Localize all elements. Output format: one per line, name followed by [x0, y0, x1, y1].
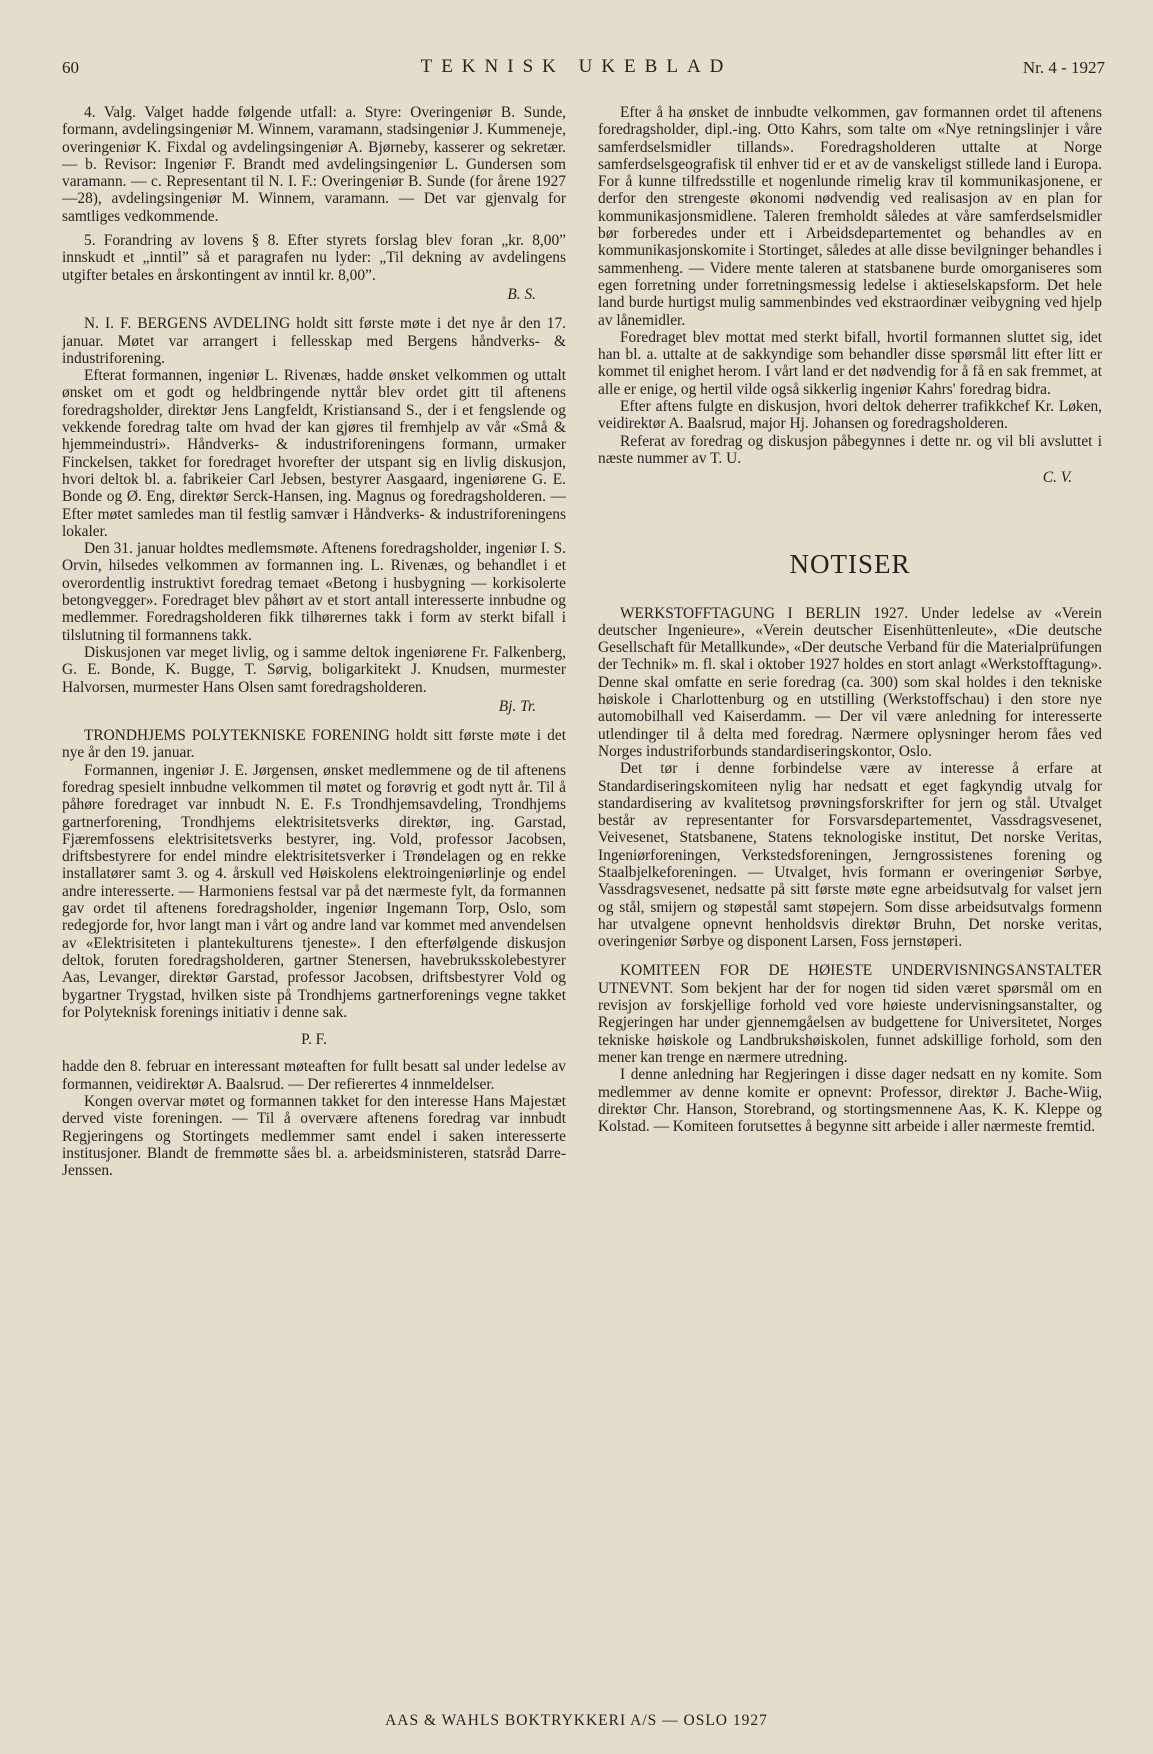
signature: B. S.	[507, 285, 536, 303]
left-column	[62, 104, 566, 1629]
paragraph: Diskusjonen var meget livlig, og i samme deltok ingeniørene Fr. Falkenberg, G. E. Bonde, K. Bugge, T. Sørvig, boligarkitekt J. Knudsen, murmester Halvorsen, murmester Hans Olsen samt foredragsholderen.	[62, 643, 566, 696]
issue-number: Nr. 4 - 1927	[1022, 58, 1105, 77]
paragraph: Efter å ha ønsket de innbudte velkommen, gav formannen ordet til aftenens foredragsholder, dipl.-ing. Otto Kahrs, som talte om «Nye retningslinjer i våre samferdselsmidler tillands». Foredragsholderen uttalte at Norge samferdselsgeografisk til enhver tid er et av de vanskeligst stillede land i Europa. For å kunne tilfredsstille et nogenlunde rimelig krav til kommunikasjonene, er derfor den strengeste økonomi nødvendig ved realisasjon av en plan for kommunikasjonsmidlene. Taleren fremholdt således at våre samferdselsmidler bør forberedes under ett i Arbeidsdepartementet og behandles av en kommunikasjonskomite i Stortinget, således at alle disse bevilgninger behandles i sammenheng. — Videre mente taleren at statsbanene burde omorganiseres som egen forretning under forretningsmessig ledelse i aktieselskapsform. Det hele land burde hurtigst mulig sammenbindes ved ekstraordinær veibygning ved hjelp av lånemidler.	[598, 104, 1102, 329]
paragraph: Efter aftens fulgte en diskusjon, hvori deltok deherrer trafikkchef Kr. Løken, veidirektør A. Baalsrud, major Hj. Johansen og foredragsholderen.	[598, 398, 1102, 433]
notice-item: KOMITEEN FOR DE HØIESTE UNDERVISNINGSANSTALTER UTNEVNT. Som bekjent har der for nogen tid siden været spørsmål om en revisjon av forskjellige forhold ved vore høieste undervisningsanstalter, og Regjeringen har under gjennemgåelsen av budgettene for Universitetet, Norges tekniske høiskole og Landbrukshøiskolen, funnet adskillige forhold, som den mener kan trenge en nærmere utredning.	[598, 962, 1102, 1066]
paragraph: Efterat formannen, ingeniør L. Rivenæs, hadde ønsket velkommen og uttalt ønsket om et godt og heldbringende nyttår blev ordet gitt til aftenens foredragsholder, direktør Jens Langfeldt, Kristiansand S., der i et fengslende og vekkende foredrag talte om hvad der kan gjøres til fremhjelp av vår «Små & hjemmeindustri». Håndverks- & industriforeningens formann, urmaker Finckelsen, takket for foredraget hvorefter der utspant sig en livlig diskusjon, hvori deltok bl. a. fabrikeier Carl Jebsen, bestyrer Aasgaard, ingeniørene G. E. Bonde og Ø. Eng, direktør Serck-Hansen, ing. Magnus og foredragsholderen. — Efter møtet samledes man til festlig samvær i Håndverks- & industriforeningens lokaler.	[62, 367, 566, 540]
notiser-heading: NOTISER	[789, 548, 911, 579]
right-column	[598, 104, 1102, 1629]
signature: P. F.	[301, 1031, 327, 1049]
printer-footer: AAS & WAHLS BOKTRYKKERI A/S — OSLO 1927	[385, 1712, 768, 1729]
page-number: 60	[62, 58, 79, 77]
paragraph: Referat av foredrag og diskusjon påbegynnes i dette nr. og vil bli avsluttet i næste nummer av T. U.	[598, 432, 1102, 467]
section-paragraph: N. I. F. BERGENS AVDELING holdt sitt første møte i det nye år den 17. januar. Møtet var arrangert i fellesskap med Bergens håndverks- & industriforening.	[62, 315, 566, 367]
paragraph: Den 31. januar holdtes medlemsmøte. Aftenens foredragsholder, ingeniør I. S. Orvin, hilsedes velkommen av formannen ing. L. Rivenæs, og behandlet i et overordentlig instruktivt foredrag temaet «Betong i husbygning — korkisolerte betongvegger». Foredraget blev påhørt av et stort antall interesserte innbudne og medlemmer. Foredragsholderen fikk tilhørernes takk i form av sterkt bifall i tilslutning til formannens takk.	[62, 540, 566, 644]
paragraph: Kongen overvar møtet og formannen takket for den interesse Hans Majestæt derved viste foreningen. — Til å overvære aftenens foredrag var innbudt Regjeringens og Stortingets medlemmer samt endel i saken interesserte institusjoner. Blandt de fremmøtte såes bl. a. arbeidsministeren, statsråd Darre-Jenssen.	[62, 1093, 566, 1180]
paragraph: Formannen, ingeniør J. E. Jørgensen, ønsket medlemmene og de til aftenens foredrag spesielt innbudne velkommen til møtet og forøvrig et godt nytt år. Til å påhøre foredraget var innbudt N. E. F.s Trondhjemsavdeling, Trondhjems gartnerforening, Trondhjems elektrisitetsverks direktør, ing. Garstad, Fjæremfossens elektrisitetsverks bestyrer, ing. Vold, professor Jacobsen, driftsbestyrere for endel mindre elektrisitetsverker i Trøndelagen og en rekke installatører samt 3. og 4. årskull ved Høiskolens elektroingeniørlinje og endel andre interesserte. — Harmoniens festsal var på det nærmeste fylt, da formannen gav ordet til aftenens foredragsholder, ingeniør Ingemann Torp, Oslo, som redegjorde for, hvor langt man i vårt og andre land var kommet med anvendelsen av «Elektrisiteten i plantekulturens tjeneste». I den efterfølgende diskusjon deltok, foruten foredragsholderen, gartner Stenersen, havebruksskolebestyrer Aas, Levanger, direktør Garstad, professor Jacobsen, driftsbestyrer Vold og bygartner Trygstad, hvilken siste på Trondhjems gartnerforenings vegne takket for Polyteknisk forenings initiativ i denne sak.	[62, 761, 566, 1021]
paragraph: 4. Valg. Valget hadde følgende utfall: a. Styre: Overingeniør B. Sunde, formann, avdelingsingeniør M. Winnem, varamann, stadsingeniør J. Kummeneje, overingeniør K. Fixdal og avdelingsingeniør A. Bjørneby, kasserer og sekretær. — b. Revisor: Ingeniør F. Brandt med avdelingsingeniør L. Gundersen som varamann. — c. Representant til N. I. F.: Overingeniør B. Sunde (for årene 1927—28), avdelingsingeniør M. Winnem, varamann. — Det var gjenvalg for samtliges vedkommende.	[62, 104, 566, 225]
paragraph: hadde den 8. februar en interessant møteaften for fullt besatt sal under ledelse av formannen, veidirektør A. Baalsrud. — Der refierertes 4 innmeldelser.	[62, 1058, 566, 1093]
notice-item: I denne anledning har Regjeringen i disse dager nedsatt en ny komite. Som medlemmer av denne komite er opnevnt: Professor, direktør J. Bache-Wiig, direktør Chr. Hanson, Storebrand, og stortingsmennene Aas, K. K. Kleppe og Kolstad. — Komiteen forutsettes å begynne sitt arbeide i aller nærmeste fremtid.	[598, 1066, 1102, 1136]
paragraph: 5. Forandring av lovens § 8. Efter styrets forslag blev foran „kr. 8,00” innskudt et „inntil” så et paragrafen nu lyder: „Til dekning av avdelingens utgifter betales en årskontingent av inntil kr. 8,00”.	[62, 232, 566, 284]
paragraph: Foredraget blev mottat med sterkt bifall, hvortil formannen sluttet sig, idet han bl. a. uttalte at de sakkyndige som behandler disse spørsmål litt efter litt er kommet til enighet herom. I vårt land er det nødvendig for å få en sak fremmet, at alle er enige, og hertil vilde også sikkerlig ingeniør Kahrs' foredrag bidra.	[598, 328, 1102, 398]
notice-item: Det tør i denne forbindelse være av interesse å erfare at Standardiseringskomiteen nylig har nedsatt et eget fagkyndig utvalg for standardisering av kvalitetsog prøvningsforskrifter for jern og stål. Utvalget består av representanter for Forsvarsdepartementet, Vassdragsvesenet, Veivesenet, Statsbanene, Statens teknologiske institut, Det norske Veritas, Ingeniørforeningen, Verkstedsforeningen, Jerngrossistenes forening og Staalbjelkeforeningen. — Utvalget, hvis formann er overingeniør Sørbye, Vassdragsvesenet, nedsatte på sitt første møte egne arbeidsutvalg for valset jern og stål, smijern og støpestål samt støpejern. Som disse arbeidsutvalgs formenn har utvalgene opnevnt henholdsvis direktør Bruhn, Det norske veritas, overingeniør Sørbye og disponent Larsen, Foss jernstøperi.	[598, 760, 1102, 951]
journal-title: TEKNISK UKEBLAD	[420, 56, 733, 77]
section-paragraph: TRONDHJEMS POLYTEKNISKE FORENING holdt sitt første møte i det nye år den 19. januar.	[62, 727, 566, 762]
signature: C. V.	[1042, 469, 1072, 487]
signature: Bj. Tr.	[498, 697, 536, 715]
notice-item: WERKSTOFFTAGUNG I BERLIN 1927. Under ledelse av «Verein deutscher Ingenieure», «Verein deutscher Eisenhüttenleute», «Die deutsche Gesellschaft für Metallkunde», «Der deutsche Verband für die Materialprüfungen der Technik» m. fl. skal i oktober 1927 holdes en stort anlagt «Werkstofftagung». Denne skal omfatte en serie foredrag (ca. 300) som skal holdes i den tekniske høiskole i Charlottenburg og en utstilling (Werkstoffschau) i den store nye automobilhall ved Kaiserdamm. — Der vil være anledning for interesserte utlendinger til å delta med foredrag. Nærmere oplysninger herom fåes ved Norges industriforbunds standardiseringskontor, Oslo.	[598, 604, 1102, 760]
